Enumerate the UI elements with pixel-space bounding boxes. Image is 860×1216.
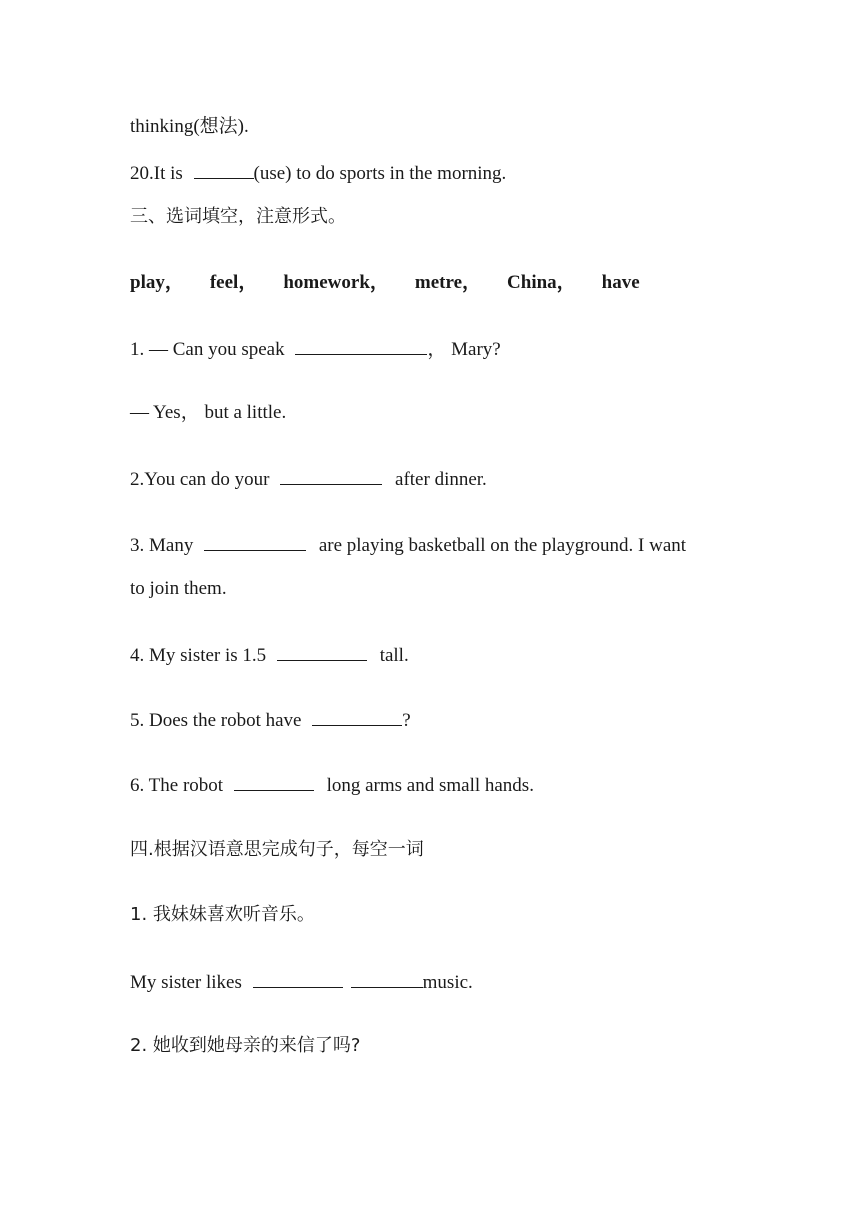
question-20-suffix: (use) to do sports in the morning. (253, 163, 507, 184)
question-suffix: ? (402, 710, 411, 731)
question-text: 6. The robot (130, 775, 224, 796)
question-text: 3. Many (130, 535, 194, 556)
question-suffix: are playing basketball on the playground. I want (318, 535, 687, 556)
word-bank-item: metre， (414, 272, 482, 293)
answer-blank[interactable] (253, 969, 343, 988)
section-3-question-6 (130, 772, 534, 798)
section-4-heading: 四.根据汉语意思完成句子，每空一词 (130, 839, 424, 860)
word-bank-item: have (601, 272, 640, 293)
section-3-question-3-continuation (130, 577, 227, 601)
section-4-title (130, 838, 424, 862)
question-text: to join them. (130, 578, 227, 599)
question-suffix: ， Mary? (427, 339, 501, 360)
answer-blank[interactable] (234, 772, 314, 791)
dialogue-reply: — Yes， but a little. (130, 402, 287, 423)
question-text: 5. Does the robot have (130, 710, 302, 731)
section-4-question-1-chinese (130, 903, 315, 927)
chinese-prompt: 2. 她收到她母亲的来信了吗? (130, 1035, 361, 1056)
section-3-question-1 (130, 336, 501, 362)
word-bank-item: feel， (209, 272, 258, 293)
answer-blank[interactable] (351, 969, 423, 988)
question-suffix: music. (422, 972, 473, 993)
question-text: 4. My sister is 1.5 (130, 645, 267, 666)
chinese-prompt: 1. 我妹妹喜欢听音乐。 (130, 904, 315, 925)
question-text: My sister likes (130, 972, 242, 993)
section-4-question-2-chinese (130, 1034, 360, 1058)
section-3-question-2 (130, 466, 487, 492)
question-20 (130, 160, 506, 186)
answer-blank[interactable] (280, 466, 382, 485)
question-20-prefix: 20.It is (130, 163, 183, 184)
word-bank-item: homework， (283, 272, 389, 293)
section-3-question-1-answer (130, 401, 286, 425)
question-suffix: long arms and small hands. (326, 775, 534, 796)
section-3-heading: 三、选词填空，注意形式。 (130, 206, 346, 227)
answer-blank[interactable] (312, 707, 402, 726)
question-suffix: tall. (379, 645, 409, 666)
section-3-question-3 (130, 532, 686, 558)
section-3-title (130, 205, 346, 229)
section-4-question-1-english (130, 969, 473, 995)
question-19-text: thinking(想法). (130, 116, 249, 137)
answer-blank[interactable] (204, 532, 306, 551)
question-suffix: after dinner. (395, 469, 487, 490)
question-text: 1. — Can you speak (130, 339, 285, 360)
section-3-question-5 (130, 707, 411, 733)
question-text: 2.You can do your (130, 469, 270, 490)
answer-blank[interactable] (194, 160, 254, 179)
answer-blank[interactable] (295, 336, 427, 355)
word-bank-item: China， (507, 272, 576, 293)
answer-blank[interactable] (277, 642, 367, 661)
question-19-continuation (130, 115, 249, 139)
word-bank (130, 271, 640, 295)
word-bank-item: play， (130, 272, 184, 293)
section-3-question-4 (130, 642, 409, 668)
